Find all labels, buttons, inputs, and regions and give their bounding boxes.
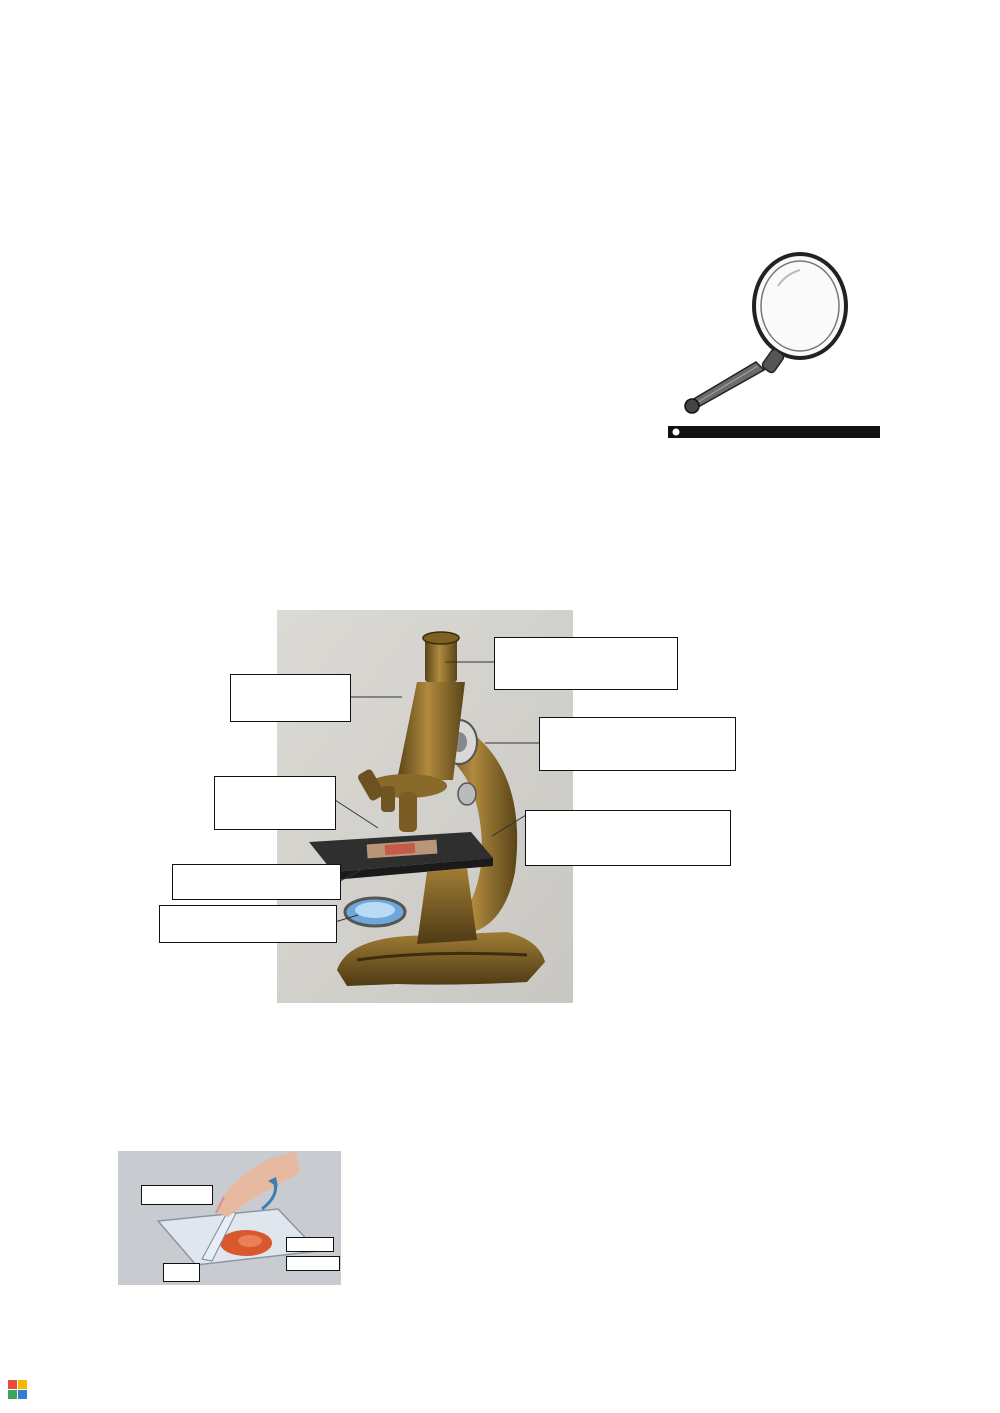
liveworksheets-icon — [8, 1380, 27, 1399]
label-box-coarse-screw[interactable] — [539, 717, 736, 771]
label-box-mirror[interactable] — [159, 905, 337, 943]
label-box-eyepiece[interactable] — [230, 674, 351, 722]
slide-label-box-4[interactable] — [163, 1263, 200, 1282]
label-box-objective[interactable] — [214, 776, 336, 830]
slide-label-box-2[interactable] — [286, 1237, 334, 1252]
slide-label-box-3[interactable] — [286, 1256, 340, 1271]
label-box-tube[interactable] — [494, 637, 678, 690]
label-box-fine-screw[interactable] — [525, 810, 731, 866]
slide-label-box-1[interactable] — [141, 1185, 213, 1205]
label-box-stage[interactable] — [172, 864, 341, 900]
liveworksheets-logo — [8, 1380, 31, 1399]
